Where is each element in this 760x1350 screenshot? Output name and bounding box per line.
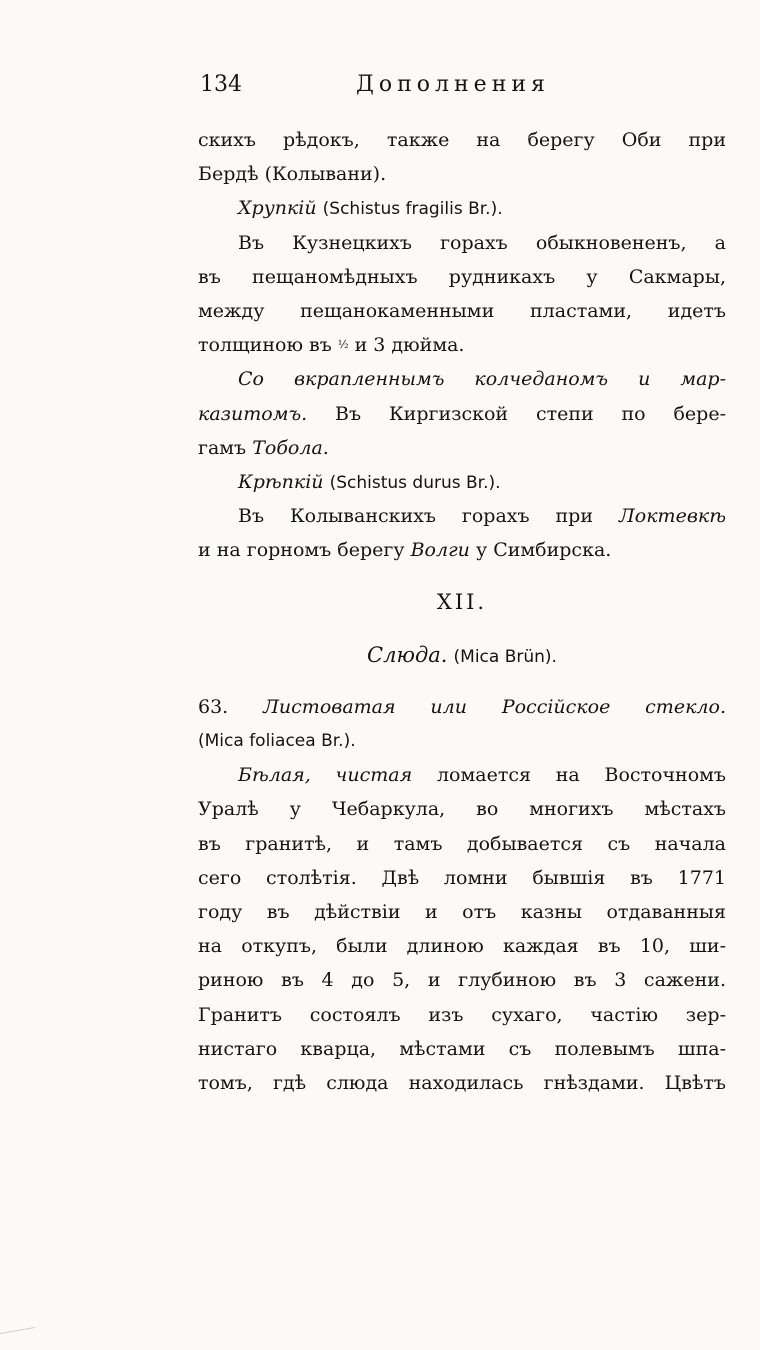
text-line bbox=[198, 465, 726, 499]
text-line: Со вкрапленнымъ колчеданомъ и мар- bbox=[238, 368, 726, 391]
text-line: риною въ 4 до 5, и глубиною въ 3 сажени. bbox=[198, 969, 726, 992]
item-title: Листоватая или Россійское стекло. bbox=[263, 695, 726, 718]
variety-name: Крѣпкій bbox=[238, 470, 324, 493]
text-line: томъ, гдѣ слюда находилась гнѣздами. Цвѣтъ bbox=[198, 1071, 726, 1094]
text-line: сего столѣтія. Двѣ ломни бывшія въ 1771 bbox=[198, 866, 726, 889]
text-line: на откупъ, были длиною каждая въ 10, ши- bbox=[198, 935, 726, 958]
page-header bbox=[196, 72, 716, 106]
text-line bbox=[198, 690, 726, 724]
text-line: въ гранитѣ, и тамъ добывается съ начала bbox=[198, 832, 726, 855]
text-line: Бѣлая, чистая ломается на Восточномъ bbox=[238, 764, 727, 787]
text-line: гамъ Тобола. bbox=[198, 436, 329, 459]
latin-name: (Schistus fragilis Br.). bbox=[322, 199, 503, 220]
text-line: толщиною въ ½ и 3 дюйма. bbox=[198, 334, 465, 357]
text-line: году въ дѣйствіи и отъ казны отдаванныя bbox=[198, 900, 726, 923]
text-line: между пещанокаменными пластами, идетъ bbox=[198, 299, 726, 322]
text-line: и на горномъ берегу Волги у Симбирска. bbox=[198, 539, 612, 562]
text-line: Бердѣ (Колывани). bbox=[198, 163, 387, 186]
text-line: Уралѣ у Чебаркула, во многихъ мѣстахъ bbox=[198, 798, 726, 821]
text-line: скихъ рѣдокъ, также на берегу Оби при bbox=[198, 129, 726, 151]
latin-name: (Mica Brün). bbox=[453, 646, 557, 667]
section-title: Слюда. bbox=[367, 642, 448, 667]
section-number: XII. bbox=[436, 590, 488, 615]
text-line: казитомъ. Въ Киргизской степи по бере- bbox=[198, 402, 726, 425]
paper-mark bbox=[0, 1327, 37, 1346]
section-heading bbox=[198, 638, 726, 672]
fraction: ½ bbox=[337, 338, 349, 352]
running-title: Дополнения bbox=[356, 72, 550, 97]
latin-name: (Schistus durus Br.). bbox=[329, 472, 501, 493]
text-line: въ пещаномѣдныхъ рудникахъ у Сакмары, bbox=[198, 265, 726, 288]
item-number: 63. bbox=[198, 695, 229, 718]
text-line: Въ Кузнецкихъ горахъ обыкновененъ, а bbox=[238, 231, 726, 254]
text-line: нистаго кварца, мѣстами съ полевымъ шпа- bbox=[198, 1037, 726, 1060]
page-body bbox=[198, 123, 726, 1100]
text-line bbox=[198, 191, 726, 225]
page-number: 134 bbox=[200, 72, 242, 97]
latin-name: (Mica foliacea Br.). bbox=[198, 731, 356, 751]
text-line: Въ Колыванскихъ горахъ при Локтевкѣ bbox=[238, 505, 726, 528]
text-line: Гранитъ состоялъ изъ сухаго, частію зер- bbox=[198, 1003, 726, 1026]
variety-name: Хрупкій bbox=[238, 197, 317, 220]
